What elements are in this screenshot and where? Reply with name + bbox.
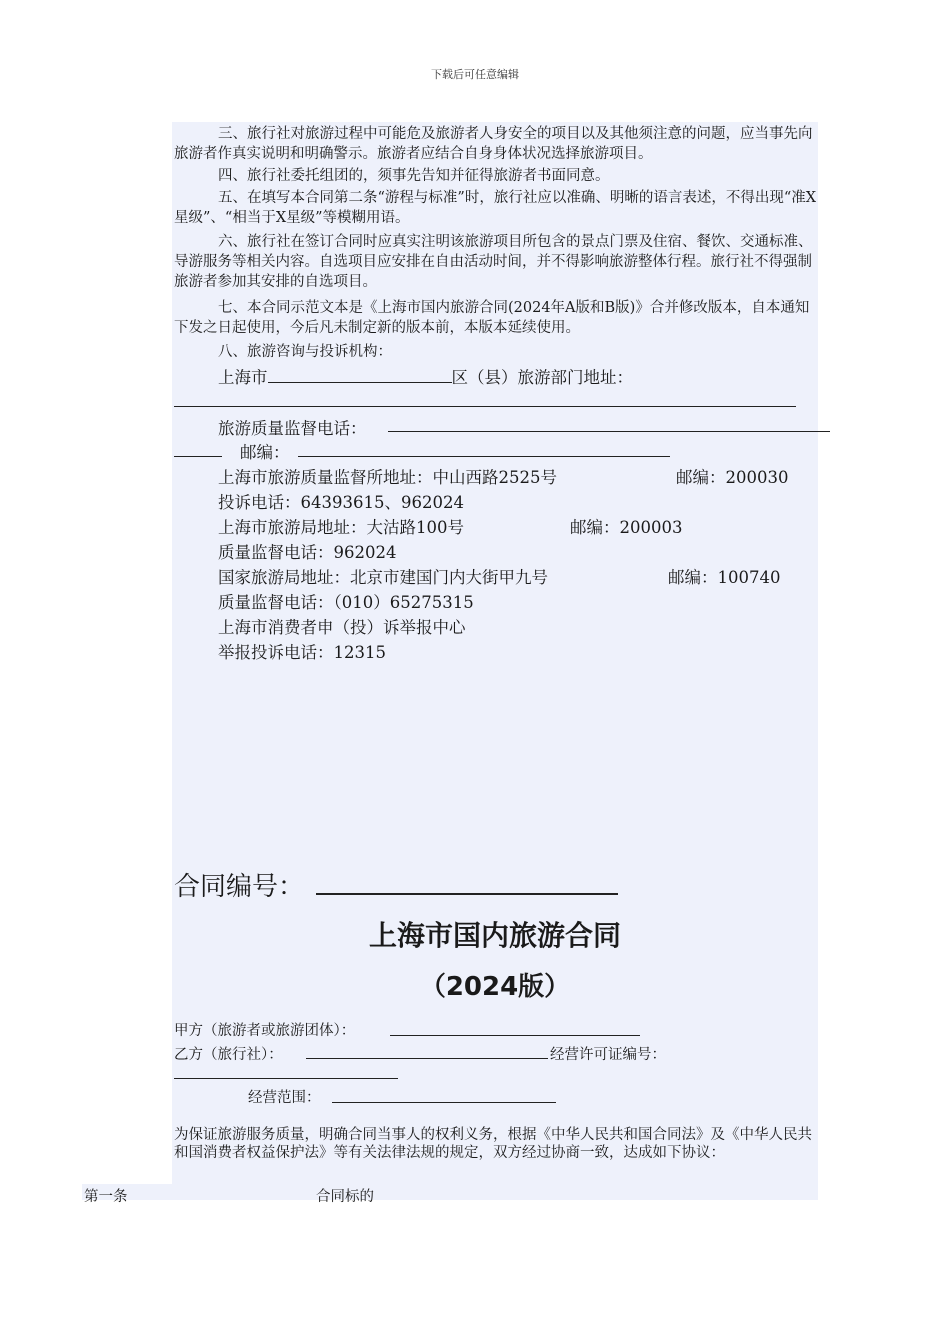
- contract-number-label: 合同编号：: [174, 872, 305, 902]
- complaint-tel: 投诉电话：64393615、962024: [218, 493, 464, 512]
- contract-edition: （2024版）: [419, 972, 571, 1002]
- postcode-line: [240, 439, 290, 463]
- national-address: 国家旅游局地址：北京市建国门内大街甲九号: [218, 568, 548, 587]
- license-label: 经营许可证编号：: [550, 1047, 666, 1063]
- party-b-blank: [306, 1058, 548, 1059]
- national-tel: 质量监督电话：（010）65275315: [218, 593, 474, 612]
- clause-8: 八、旅游咨询与投诉机构：: [218, 344, 392, 360]
- header-note: 下载后可任意编辑: [431, 68, 519, 81]
- address-blank-line: [174, 406, 796, 407]
- preamble: 为保证旅游服务质量，明确合同当事人的权利义务，根据《中华人民共和国合同法》及《中华人民共和国消费者权益保护法》等有关法律法规的规定，双方经过协商一致，达成如下协议：: [174, 1127, 812, 1161]
- district-suffix: 区（县）旅游部门地址：: [451, 368, 633, 387]
- sh-bureau-postcode: 邮编：200003: [570, 518, 683, 537]
- party-b-label: 乙方（旅行社）：: [174, 1047, 283, 1063]
- postcode-blank: [298, 456, 670, 457]
- article-1-title: 合同标的: [316, 1189, 374, 1205]
- national-postcode: 邮编：100740: [668, 568, 781, 587]
- consumer-tel: 举报投诉电话：12315: [218, 643, 386, 662]
- district-blank: [268, 381, 452, 383]
- quality-tel-blank: [388, 431, 830, 432]
- contract-title: 上海市国内旅游合同: [368, 919, 621, 952]
- clause-6: 六、旅行社在签订合同时应真实注明该旅游项目所包含的景点门票及住宿、餐饮、交通标准、导游服务等相关内容。自选项目应安排在自由活动时间，并不得影响旅游整体行程。旅行社不得强制旅游者参加其安排的自选项目。: [174, 234, 813, 290]
- article-1-label: 第一条: [84, 1189, 128, 1205]
- quality-tel-line: [218, 415, 367, 439]
- party-a-blank: [390, 1035, 640, 1036]
- sh-bureau-address: 上海市旅游局地址：大沽路100号: [218, 518, 464, 537]
- contract-number-blank: [316, 893, 618, 895]
- quality-tel-label: 旅游质量监督电话：: [218, 419, 367, 438]
- highlight-strip: [82, 1184, 818, 1200]
- district-line: [218, 364, 633, 388]
- clause-4: 四、旅行社委托组团的，须事先告知并征得旅游者书面同意。: [218, 168, 610, 184]
- scope-blank: [332, 1102, 556, 1103]
- party-a-label: 甲方（旅游者或旅游团体）：: [174, 1023, 356, 1039]
- license-blank: [174, 1078, 398, 1079]
- district-prefix: 上海市: [218, 368, 268, 387]
- clause-7: 七、本合同示范文本是《上海市国内旅游合同(2024年A版和B版)》合并修改版本，自本通知下发之日起使用，今后凡未制定新的版本前，本版本延续使用。: [174, 300, 810, 336]
- scope-label: 经营范围：: [248, 1090, 321, 1106]
- quality-tel-blank-cont: [174, 456, 222, 457]
- clause-3: 三、旅行社对旅游过程中可能危及旅游者人身安全的项目以及其他须注意的问题，应当事先向旅游者作真实说明和明确警示。旅游者应结合自身身体状况选择旅游项目。: [174, 126, 813, 162]
- postcode-label: 邮编：: [240, 443, 290, 462]
- sh-bureau-tel: 质量监督电话：962024: [218, 543, 397, 562]
- sh-quality-address: 上海市旅游质量监督所地址：中山西路2525号: [218, 468, 557, 487]
- sh-quality-postcode: 邮编：200030: [676, 468, 789, 487]
- clause-5: 五、在填写本合同第二条“游程与标准”时，旅行社应以准确、明晰的语言表述，不得出现“准X星级”、“相当于X星级”等模糊用语。: [174, 190, 817, 226]
- consumer-center: 上海市消费者申（投）诉举报中心: [218, 618, 466, 637]
